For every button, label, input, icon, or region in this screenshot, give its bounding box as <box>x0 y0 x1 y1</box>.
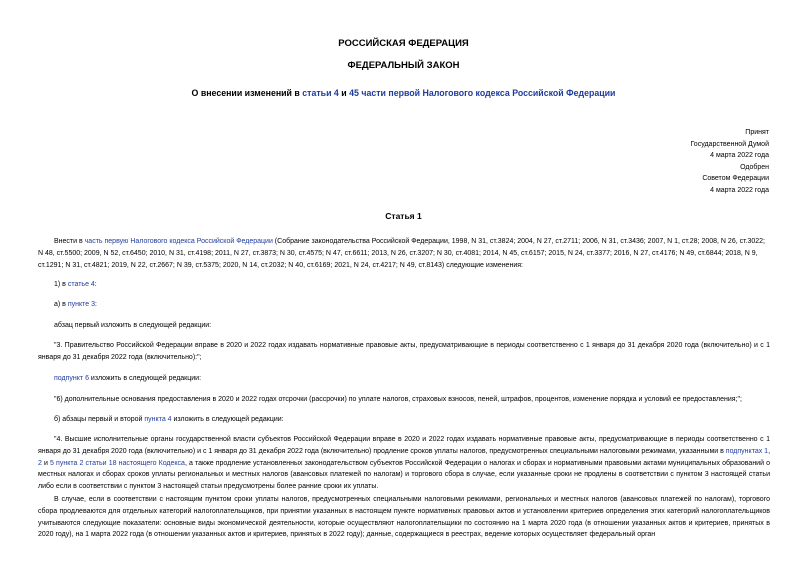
council-label: Советом Федерации <box>702 175 769 183</box>
quote-point-4 <box>38 434 770 493</box>
law-type-heading: ФЕДЕРАЛЬНЫЙ ЗАКОН <box>347 60 460 71</box>
quote-point-3: "3. Правительство Российской Федерации вправе в 2020 и 2022 годах издавать нормативные правовые акты, предусматривающие в периоды соответственно с 1 января до 31 декабря 2020 года (включительно) и с 1 января до 31 декабря 2022 года (включительно):"; <box>38 342 770 361</box>
item-a <box>38 299 770 311</box>
council-date: 4 марта 2022 года <box>710 186 769 194</box>
title-and: и <box>338 88 350 98</box>
quote4-link-5[interactable]: 5 <box>50 459 54 467</box>
quote-subpoint-6: "6) дополнительные основания предоставления в 2020 и 2022 годах отсрочки (рассрочки) по уплате налогов, страховых взносов, пеней, штрафов, процентов, изменение порядка и условий ее предоставления;"; <box>54 396 742 403</box>
law-title <box>0 88 807 98</box>
adopted-label: Принят <box>745 129 769 136</box>
intro-pre: Внести в <box>54 238 85 245</box>
item-1 <box>38 279 770 291</box>
subpoint-6 <box>38 373 770 385</box>
title-link-article-45[interactable]: 45 части первой Налогового кодекса Российской Федерации <box>349 88 616 98</box>
title-link-article-4[interactable]: статьи 4 <box>302 88 339 98</box>
item-b <box>38 414 770 426</box>
item-a-link[interactable]: пункте 3 <box>67 301 95 308</box>
intro-link-tax-code[interactable]: часть первую Налогового кодекса Российской Федерации <box>84 238 273 245</box>
para-last: В случае, если в соответствии с настоящим пунктом сроки уплаты налогов, предусмотренных специальными налоговыми режимами, региональных и местных налогов (авансовых платежей по налогам), торгового сбора продлеваются для отдельных категорий налогоплательщиков, при принятии указанных в настоящем пункте нормативных правовых актов и установлении критериев определения этих категорий налогоплательщиков учитываются следующие показатели: основные виды экономической деятельности, которые осуществляют налогоплательщики по состоянию на 1 марта 2020 года (в отношении указанных актов и критериев, принятых в 2020 году), на 1 марта 2022 года (в отношении указанных актов и критериев, принятых в 2022 году); данные, содержащиеся в реестрах, ведение которых осуществляет федеральный орган <box>38 496 770 539</box>
country-heading: РОССИЙСКАЯ ФЕДЕРАЦИЯ <box>338 38 469 49</box>
quote4-part-b: , а также продление установленных законодательством субъектов Российской Федерации о налогах и сборах и нормативными правовыми актами муниципальных образований о местных налогах и сборах сроков уплаты региональных и местных налогов (авансовых платежей по налогам) и торгового сбора в случае, если указанные сроки не продлены в соответствии с пунктом 3 настоящей статьи либо если в соответствии с пунктом 3 настоящей статьи предусмотрены более ранние сроки их уплаты. <box>38 459 770 491</box>
quote4-link-2[interactable]: 2 <box>38 459 42 467</box>
approved-label: Одобрен <box>740 163 769 171</box>
quote4-part-a: "4. Высшие исполнительные органы государственной власти субъектов Российской Федерации вправе в 2020 и 2022 годах издавать нормативные правовые акты, предусматривающие в периоды соответственно с 1 января до 31 декабря 2020 года (включительно) и с 1 января до 31 декабря 2022 года (включительно) продление сроков уплаты налогов, предусмотренных специальными налоговыми режимами, указанными в <box>38 436 770 455</box>
duma-date: 4 марта 2022 года <box>710 152 769 160</box>
item-1-link[interactable]: статье 4 <box>67 281 95 288</box>
article-intro <box>38 236 770 271</box>
item-a-pre: а) в <box>54 301 68 308</box>
item-b-link[interactable]: пункта 4 <box>144 416 172 423</box>
quote4-link-subpoint-1[interactable]: подпунктах 1 <box>725 447 769 455</box>
item-b-post: изложить в следующей редакции: <box>171 416 284 423</box>
item-b-pre: б) абзацы первый и второй <box>54 416 145 423</box>
para-first-text: абзац первый изложить в следующей редакции: <box>54 322 212 329</box>
item-1-pre: 1) в <box>54 281 68 288</box>
subpoint-6-post: изложить в следующей редакции: <box>88 375 202 382</box>
adoption-block <box>690 127 769 197</box>
subpoint-6-link[interactable]: подпункт 6 <box>54 375 89 382</box>
item-a-post: : <box>95 301 97 308</box>
title-prefix: О внесении изменений в <box>191 88 303 98</box>
quote4-and: и <box>41 459 51 467</box>
quote4-comma: , <box>768 447 771 455</box>
duma-label: Государственной Думой <box>690 140 769 148</box>
intro-post: (Собрание законодательства Российской Федерации, 1998, N 31, ст.3824; 2004, N 27, ст.2711; 2006, N 31, ст.3436; 2007, N 1, ст.28; 2008, N 26, ст.3022; N 48, ст.5500; 2009, N 52, ст.6450; 2010, N 31, ст.4198; 2011, N 27, ст.3873; N 30, ст.4575; N 47, ст.6611; 2013, N 26, ст.3207; N 30, ст.4081; 2014, N 45, ст.6157; 2015, N 24, ст.3377; 2016, N 27, ст.4176; N 49, ст.6844; 2018, N 9, ст.1291; N 31, ст.4821; 2019, N 22, ст.2667; N 39, ст.5375; 2020, N 14, ст.2032; N 40, ст.6169; 2021, N 24, ст.4217; N 49, ст.8143) следующие изменения: <box>38 238 765 269</box>
quote4-link-article-18[interactable]: пункта 2 статьи 18 настоящего Кодекса <box>56 459 185 467</box>
item-1-post: : <box>94 281 97 288</box>
article-title: Статья 1 <box>385 211 422 221</box>
